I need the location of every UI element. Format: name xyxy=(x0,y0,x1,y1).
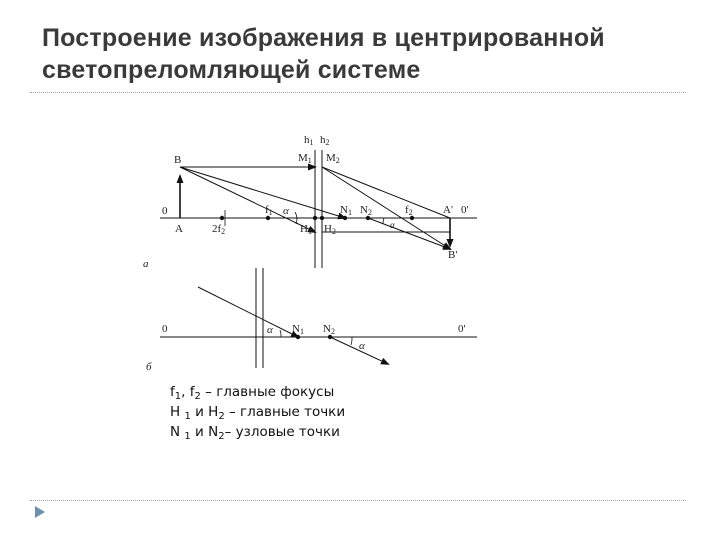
slide-title-line-2: светопреломляющей системе xyxy=(42,56,421,84)
label-H2: H2 xyxy=(324,223,336,236)
label-N1: N1 xyxy=(340,204,352,217)
label-B: B xyxy=(174,154,182,166)
label-B-prime: B' xyxy=(448,249,458,261)
label-M1: M1 xyxy=(298,152,312,165)
label-alpha-2: α xyxy=(390,220,395,230)
legend-line-principal-points: H $_1$ и $H_2$ – главные точки xyxy=(170,404,346,422)
label-b-N1: N1 xyxy=(292,323,304,336)
label-b-alpha-2: α xyxy=(359,340,365,352)
label-O: 0 xyxy=(162,205,168,217)
diagram-b-labels xyxy=(146,323,466,373)
legend-line-focuses: $f_1$, $f_2$ – главные фокусы xyxy=(170,384,335,402)
label-f2: f2 xyxy=(405,204,413,217)
label-H1: H1 xyxy=(300,223,312,236)
panel-label-a: а xyxy=(143,258,149,270)
label-O-prime: 0' xyxy=(461,204,469,216)
label-b-O-prime: 0' xyxy=(458,323,466,335)
ray-through-f1 xyxy=(180,167,315,232)
label-b-N2: N2 xyxy=(323,323,335,336)
diagram-a-labels xyxy=(143,134,469,270)
label-h1: h1 xyxy=(304,134,314,147)
ray-nodal-in xyxy=(180,167,345,218)
label-A-prime: A' xyxy=(443,204,453,216)
ray-b-incident xyxy=(198,287,298,337)
panel-label-b: б xyxy=(146,361,152,373)
slide-title-line-1: Построение изображения в центрированной xyxy=(42,24,605,52)
label-A: A xyxy=(175,223,183,235)
legend-line-nodal-points: N $_1$ и $N_2-$ узловые точки xyxy=(170,424,340,442)
label-f1: f1 xyxy=(265,204,273,217)
label-N2: N2 xyxy=(360,204,372,217)
label-2f: 2f2 xyxy=(212,223,226,236)
label-M2: M2 xyxy=(326,152,340,165)
label-b-alpha-1: α xyxy=(267,324,273,336)
label-alpha-1: α xyxy=(283,205,289,217)
diagram-a xyxy=(160,150,477,268)
legend xyxy=(170,382,345,442)
diagram-b xyxy=(160,268,477,368)
label-h2: h2 xyxy=(320,134,330,147)
label-b-O: 0 xyxy=(162,323,168,335)
